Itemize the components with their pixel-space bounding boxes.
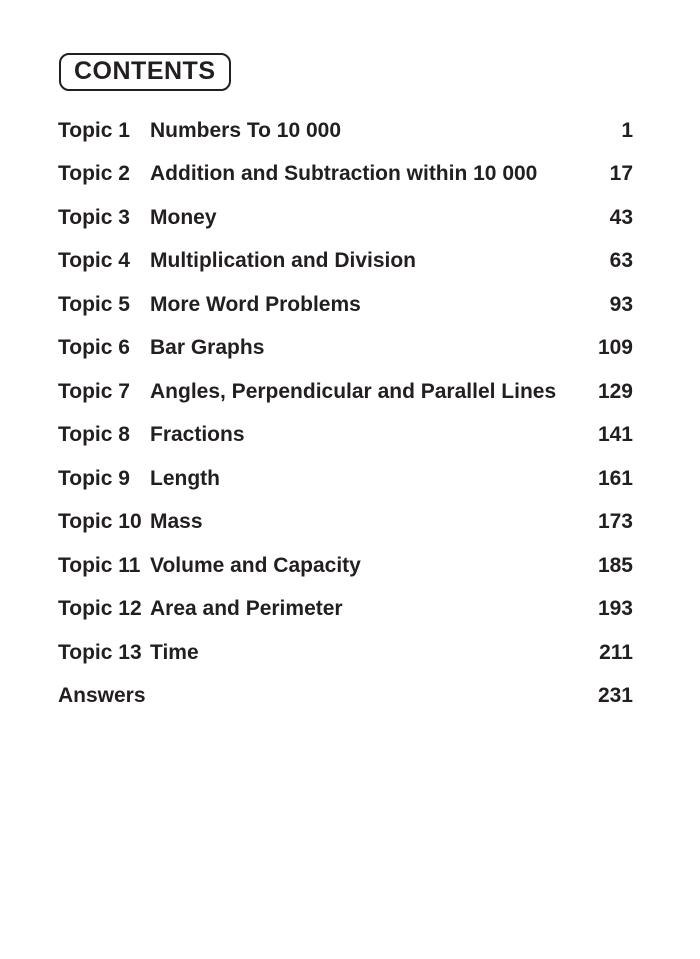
toc-topic-title: Angles, Perpendicular and Parallel Lines xyxy=(150,379,557,403)
toc-topic-title: Numbers To 10 000 xyxy=(150,118,342,142)
toc-page-number: 109 xyxy=(597,336,633,360)
toc-topic-title: Area and Perimeter xyxy=(150,597,343,621)
toc-page-number: 161 xyxy=(597,466,633,490)
toc-topic-label: Topic 10 xyxy=(58,510,142,534)
toc-page-number: 141 xyxy=(597,423,633,447)
toc-row xyxy=(58,588,633,632)
toc-row xyxy=(58,631,633,675)
toc-topic-title: Mass xyxy=(150,510,203,534)
toc-row xyxy=(58,501,633,545)
toc-row xyxy=(58,544,633,588)
toc-row xyxy=(58,370,633,414)
toc-row xyxy=(58,196,633,240)
toc-topic-label: Topic 8 xyxy=(58,423,130,447)
toc-topic-title: Length xyxy=(150,466,220,490)
toc-topic-label: Topic 6 xyxy=(58,336,130,360)
toc-topic-label: Topic 13 xyxy=(58,640,142,664)
toc-page-number: 231 xyxy=(597,684,633,708)
toc-row xyxy=(58,675,633,719)
toc-page-number: 43 xyxy=(609,205,633,229)
toc-page-number: 185 xyxy=(597,553,633,577)
toc-topic-title: Addition and Subtraction within 10 000 xyxy=(150,162,538,186)
toc-list xyxy=(58,109,633,718)
toc-topic-title: Time xyxy=(150,640,199,664)
toc-topic-label: Topic 3 xyxy=(58,205,130,229)
toc-page-number: 93 xyxy=(609,292,633,316)
toc-row xyxy=(58,327,633,371)
toc-page-number: 193 xyxy=(597,597,633,621)
toc-topic-label: Topic 11 xyxy=(58,553,141,577)
toc-row xyxy=(58,457,633,501)
toc-topic-label: Topic 4 xyxy=(58,249,130,273)
toc-row xyxy=(58,153,633,197)
toc-page-number: 17 xyxy=(609,162,633,186)
toc-topic-title: Money xyxy=(150,205,217,229)
toc-topic-label: Topic 12 xyxy=(58,597,142,621)
toc-topic-title: Bar Graphs xyxy=(150,336,265,360)
toc-row xyxy=(58,283,633,327)
toc-page-number: 1 xyxy=(621,118,633,142)
toc-topic-label: Topic 7 xyxy=(58,379,130,403)
toc-page-number: 173 xyxy=(597,510,633,534)
toc-topic-title: More Word Problems xyxy=(150,292,361,316)
toc-page-number: 63 xyxy=(609,249,633,273)
toc-row xyxy=(58,414,633,458)
toc-page-number: 211 xyxy=(599,640,633,664)
toc-topic-label: Topic 9 xyxy=(58,466,130,490)
toc-topic-title: Multiplication and Division xyxy=(150,249,417,273)
toc-row xyxy=(58,240,633,284)
toc-topic-label: Topic 1 xyxy=(58,118,130,142)
toc-page-number: 129 xyxy=(597,379,633,403)
toc-row xyxy=(58,109,633,153)
toc-topic-label: Answers xyxy=(58,684,146,708)
page-title: CONTENTS xyxy=(74,57,216,85)
toc-topic-label: Topic 2 xyxy=(58,162,130,186)
toc-topic-label: Topic 5 xyxy=(58,292,130,316)
toc-topic-title: Fractions xyxy=(150,423,245,447)
toc-topic-title: Volume and Capacity xyxy=(150,553,361,577)
contents-header-box xyxy=(59,53,231,91)
